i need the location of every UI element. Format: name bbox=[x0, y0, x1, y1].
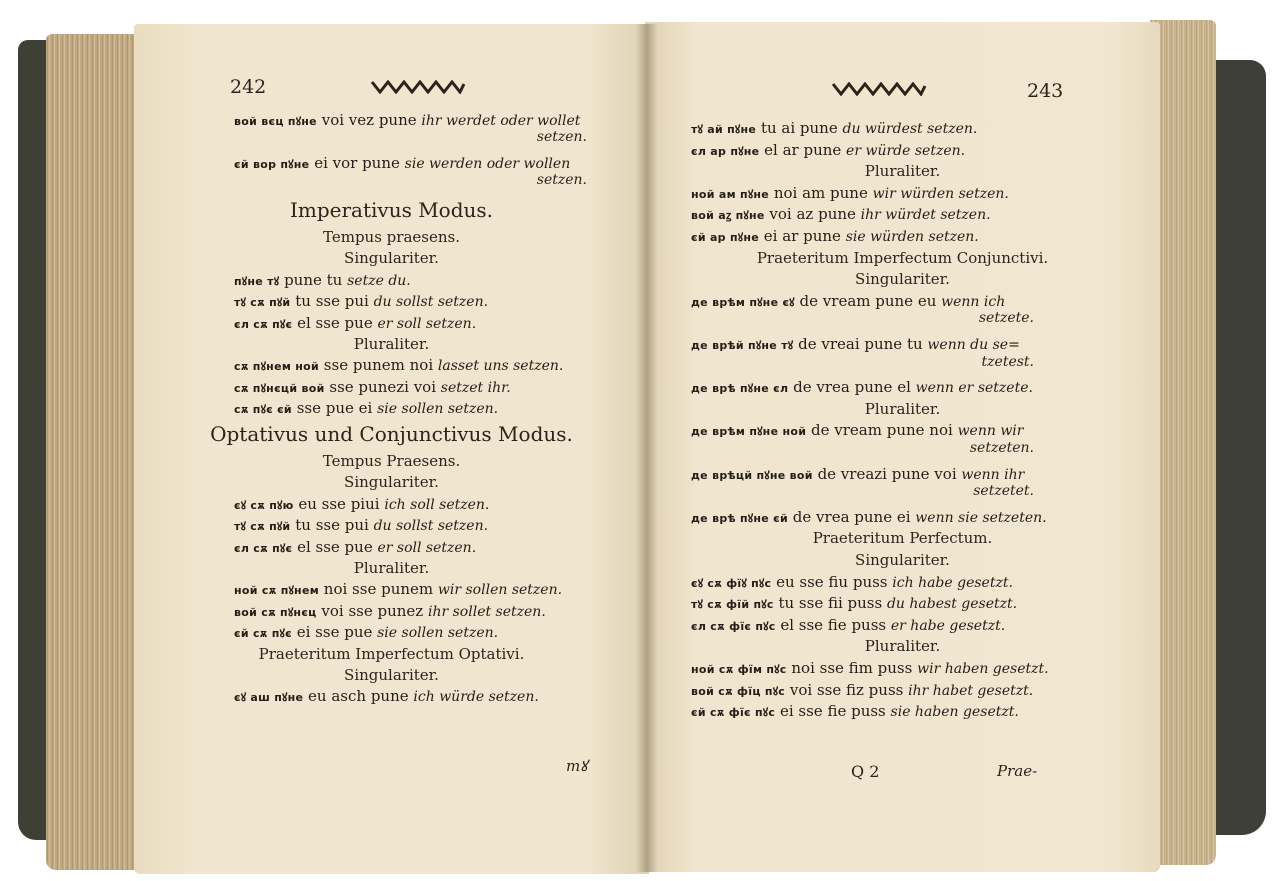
continued-word: setzetet. bbox=[973, 483, 1034, 500]
german-translation: er soll setzen. bbox=[377, 539, 477, 556]
section-heading: Pluraliter. bbox=[864, 162, 941, 181]
german-translation: lasset uns setzen. bbox=[437, 358, 564, 375]
german-translation: sie haben gesetzt. bbox=[890, 704, 1019, 721]
conjugation-line bbox=[691, 226, 979, 248]
section-heading: Optativus und Conjunctivus Modus. bbox=[210, 421, 573, 446]
german-translation: wenn sie setzeten. bbox=[915, 509, 1047, 526]
conjugation-line bbox=[234, 494, 489, 516]
section-heading: Singulariter. bbox=[855, 551, 950, 569]
latin-form: eu sse piui bbox=[298, 494, 385, 513]
section-heading: Pluraliter. bbox=[353, 335, 430, 353]
german-translation: wenn wir bbox=[957, 423, 1024, 440]
header-ornament-icon bbox=[831, 82, 927, 96]
cyrillic-form: ной сѫ пꙋнем bbox=[234, 584, 320, 598]
german-translation: du habest gesetzt. bbox=[886, 596, 1018, 613]
cyrillic-form: вой сѫ пꙋнєц bbox=[234, 605, 317, 619]
latin-form: sse punezi voi bbox=[329, 377, 441, 396]
latin-form: voi az pune bbox=[769, 205, 861, 224]
cyrillic-form: тꙋ сѫ пꙋй bbox=[234, 296, 291, 310]
cyrillic-form: вой сѫ фїц пꙋс bbox=[691, 684, 786, 698]
conjugation-line bbox=[691, 118, 977, 140]
section-heading: Singulariter. bbox=[344, 473, 439, 492]
german-translation: ich habe gesetzt. bbox=[892, 574, 1013, 591]
latin-form: tu sse pui bbox=[295, 516, 374, 535]
cyrillic-form: тꙋ сѫ пꙋй bbox=[234, 520, 291, 534]
continued-word: setzen. bbox=[536, 129, 587, 146]
cyrillic-form: сѫ пꙋнем ной bbox=[234, 360, 320, 374]
german-translation: ich würde setzen. bbox=[413, 689, 539, 706]
latin-form: noi sse punem bbox=[323, 580, 438, 599]
german-translation: setzet ihr. bbox=[440, 379, 511, 396]
german-translation: ihr habet gesetzt. bbox=[908, 682, 1034, 699]
cyrillic-form: єй вор пꙋне bbox=[234, 157, 310, 171]
cyrillic-form: де врѣм пꙋне ной bbox=[691, 425, 807, 439]
latin-form: eu asch pune bbox=[308, 687, 414, 706]
cyrillic-form: єл сѫ пꙋє bbox=[234, 541, 293, 555]
latin-form: de vreazi pune voi bbox=[817, 464, 962, 483]
latin-form: tu sse pui bbox=[295, 292, 374, 311]
german-translation: du sollst setzen. bbox=[373, 518, 489, 535]
cyrillic-form: єй ар пꙋне bbox=[691, 231, 760, 244]
latin-form: tu ai pune bbox=[760, 119, 843, 137]
cyrillic-form: сѫ пꙋє єй bbox=[234, 403, 292, 417]
cyrillic-form: сѫ пꙋнєцй вой bbox=[234, 381, 325, 395]
latin-form: sse punem noi bbox=[323, 356, 438, 375]
section-heading: Praeteritum Perfectum. bbox=[812, 529, 993, 548]
continued-word: setzeten. bbox=[969, 440, 1034, 456]
section-heading: Praeteritum Imperfectum Optativi. bbox=[258, 644, 525, 663]
german-translation: sie würden setzen. bbox=[845, 229, 979, 245]
cyrillic-form: єй сѫ пꙋє bbox=[234, 627, 292, 641]
conjugation-line bbox=[234, 686, 539, 708]
section-heading: Singulariter. bbox=[344, 249, 439, 268]
cyrillic-form: ной сѫ фїм пꙋс bbox=[691, 663, 787, 676]
continued-word: setzen. bbox=[536, 172, 587, 189]
cyrillic-form: єй сѫ фїє пꙋс bbox=[691, 706, 776, 720]
section-heading: Singulariter. bbox=[344, 666, 439, 684]
german-translation: ihr werdet oder wollet bbox=[421, 113, 581, 129]
header-ornament-icon bbox=[370, 80, 466, 94]
german-translation: ihr sollet setzen. bbox=[427, 603, 546, 620]
cyrillic-form: пꙋне тꙋ bbox=[234, 274, 280, 288]
left-page bbox=[134, 24, 649, 874]
conjugation-line bbox=[234, 291, 488, 313]
cyrillic-form: єꙋ сѫ пꙋю bbox=[234, 498, 294, 512]
latin-form: sse pue ei bbox=[296, 399, 378, 418]
conjugation-line bbox=[234, 537, 476, 559]
latin-form: el sse pue bbox=[297, 313, 378, 332]
conjugation-line bbox=[691, 615, 1005, 637]
continued-word: tzetest. bbox=[981, 353, 1034, 370]
german-translation: du sollst setzen. bbox=[373, 294, 489, 311]
conjugation-line bbox=[234, 377, 511, 399]
conjugation-line bbox=[691, 680, 1033, 702]
cyrillic-form: тꙋ сѫ фїй пꙋс bbox=[691, 598, 774, 612]
latin-form: ei sse fie puss bbox=[779, 702, 891, 721]
latin-form: ei vor pune bbox=[314, 153, 405, 172]
cyrillic-form: де врѣ пꙋне єй bbox=[691, 511, 789, 525]
conjugation-line bbox=[691, 701, 1019, 723]
conjugation-line bbox=[691, 658, 1049, 680]
latin-form: ei ar pune bbox=[763, 227, 846, 245]
german-translation: wenn ihr bbox=[961, 466, 1025, 483]
cyrillic-form: де врѣцй пꙋне вой bbox=[691, 468, 813, 482]
cyrillic-form: ной ам пꙋне bbox=[691, 187, 770, 201]
latin-form: pune tu bbox=[284, 270, 348, 289]
cyrillic-form: де врѣй пꙋне тꙋ bbox=[691, 339, 794, 352]
latin-form: noi sse fim puss bbox=[791, 659, 918, 677]
german-translation: wenn du se= bbox=[927, 337, 1020, 353]
section-heading: Pluraliter. bbox=[353, 559, 430, 577]
latin-form: eu sse fiu puss bbox=[776, 572, 893, 591]
german-translation: ich soll setzen. bbox=[384, 496, 490, 513]
section-heading: Singulariter. bbox=[855, 270, 950, 289]
left-page-edges bbox=[46, 34, 146, 870]
cyrillic-form: де врѣм пꙋне єꙋ bbox=[691, 295, 795, 309]
continued-word: setzete. bbox=[978, 310, 1034, 327]
cyrillic-form: вой аꙁ пꙋне bbox=[691, 209, 765, 223]
cyrillic-form: єл сѫ фїє пꙋс bbox=[691, 619, 776, 633]
cyrillic-form: вой вєц пꙋне bbox=[234, 115, 317, 128]
german-translation: wenn ich bbox=[941, 293, 1006, 310]
conjugation-line bbox=[234, 398, 498, 420]
conjugation-line bbox=[691, 204, 991, 226]
german-translation: er habe gesetzt. bbox=[890, 617, 1006, 634]
conjugation-line bbox=[234, 601, 546, 623]
latin-form: ei sse pue bbox=[296, 623, 378, 642]
latin-form: noi am pune bbox=[773, 183, 873, 202]
german-translation: sie werden oder wollen bbox=[404, 155, 571, 172]
conjugation-line bbox=[691, 593, 1017, 615]
right-catchword: Prae- bbox=[997, 762, 1038, 780]
left-page-number: 242 bbox=[230, 76, 267, 98]
cyrillic-form: тꙋ ай пꙋне bbox=[691, 123, 757, 136]
german-translation: setze du. bbox=[347, 272, 411, 289]
right-page-number: 243 bbox=[1027, 80, 1064, 102]
latin-form: de vream pune noi bbox=[811, 421, 958, 440]
conjugation-line bbox=[691, 140, 965, 162]
conjugation-line bbox=[234, 622, 498, 644]
section-heading: Tempus Praesens. bbox=[322, 452, 461, 470]
conjugation-line bbox=[234, 355, 563, 377]
conjugation-line bbox=[234, 270, 411, 292]
section-heading: Imperativus Modus. bbox=[289, 197, 494, 222]
latin-form: de vrea pune el bbox=[793, 378, 916, 397]
left-catchword: тꙋ bbox=[566, 757, 588, 775]
section-heading: Pluraliter. bbox=[864, 637, 941, 656]
book-gutter bbox=[636, 24, 658, 872]
signature-mark: Q 2 bbox=[851, 762, 880, 781]
german-translation: sie sollen setzen. bbox=[377, 625, 499, 642]
section-heading: Pluraliter. bbox=[864, 399, 941, 418]
latin-form: voi vez pune bbox=[321, 111, 422, 129]
cyrillic-form: єꙋ аш пꙋне bbox=[234, 691, 304, 705]
german-translation: wir sollen setzen. bbox=[437, 582, 563, 599]
latin-form: voi sse fiz puss bbox=[789, 680, 909, 699]
latin-form: de vream pune eu bbox=[799, 291, 942, 310]
latin-form: de vrea pune ei bbox=[792, 507, 916, 526]
conjugation-line bbox=[691, 572, 1013, 594]
german-translation: er würde setzen. bbox=[846, 142, 966, 159]
german-translation: du würdest setzen. bbox=[842, 121, 978, 137]
cyrillic-form: єꙋ сѫ фїꙋ пꙋс bbox=[691, 576, 772, 590]
cyrillic-form: єл сѫ пꙋє bbox=[234, 317, 293, 331]
conjugation-line bbox=[234, 515, 488, 537]
conjugation-line bbox=[691, 507, 1047, 529]
latin-form: de vreai pune tu bbox=[798, 335, 928, 353]
latin-form: el ar pune bbox=[764, 140, 847, 159]
german-translation: sie sollen setzen. bbox=[377, 401, 499, 418]
section-heading: Praeteritum Imperfectum Conjunctivi. bbox=[756, 248, 1049, 267]
conjugation-line bbox=[234, 313, 476, 335]
latin-form: voi sse punez bbox=[321, 601, 428, 620]
conjugation-line bbox=[691, 183, 1009, 205]
cyrillic-form: де врѣ пꙋне єл bbox=[691, 382, 789, 396]
german-translation: wir würden setzen. bbox=[872, 185, 1009, 202]
cyrillic-form: єл ар пꙋне bbox=[691, 144, 760, 158]
german-translation: wenn er setzete. bbox=[915, 380, 1033, 397]
german-translation: ihr würdet setzen. bbox=[860, 207, 991, 224]
conjugation-line bbox=[234, 579, 562, 601]
right-page bbox=[645, 22, 1160, 872]
latin-form: el sse fie puss bbox=[780, 615, 891, 634]
conjugation-line bbox=[691, 377, 1033, 399]
german-translation: wir haben gesetzt. bbox=[917, 661, 1049, 677]
latin-form: tu sse fii puss bbox=[778, 594, 887, 613]
section-heading: Tempus praesens. bbox=[323, 228, 460, 246]
german-translation: er soll setzen. bbox=[377, 315, 477, 332]
latin-form: el sse pue bbox=[297, 537, 378, 556]
